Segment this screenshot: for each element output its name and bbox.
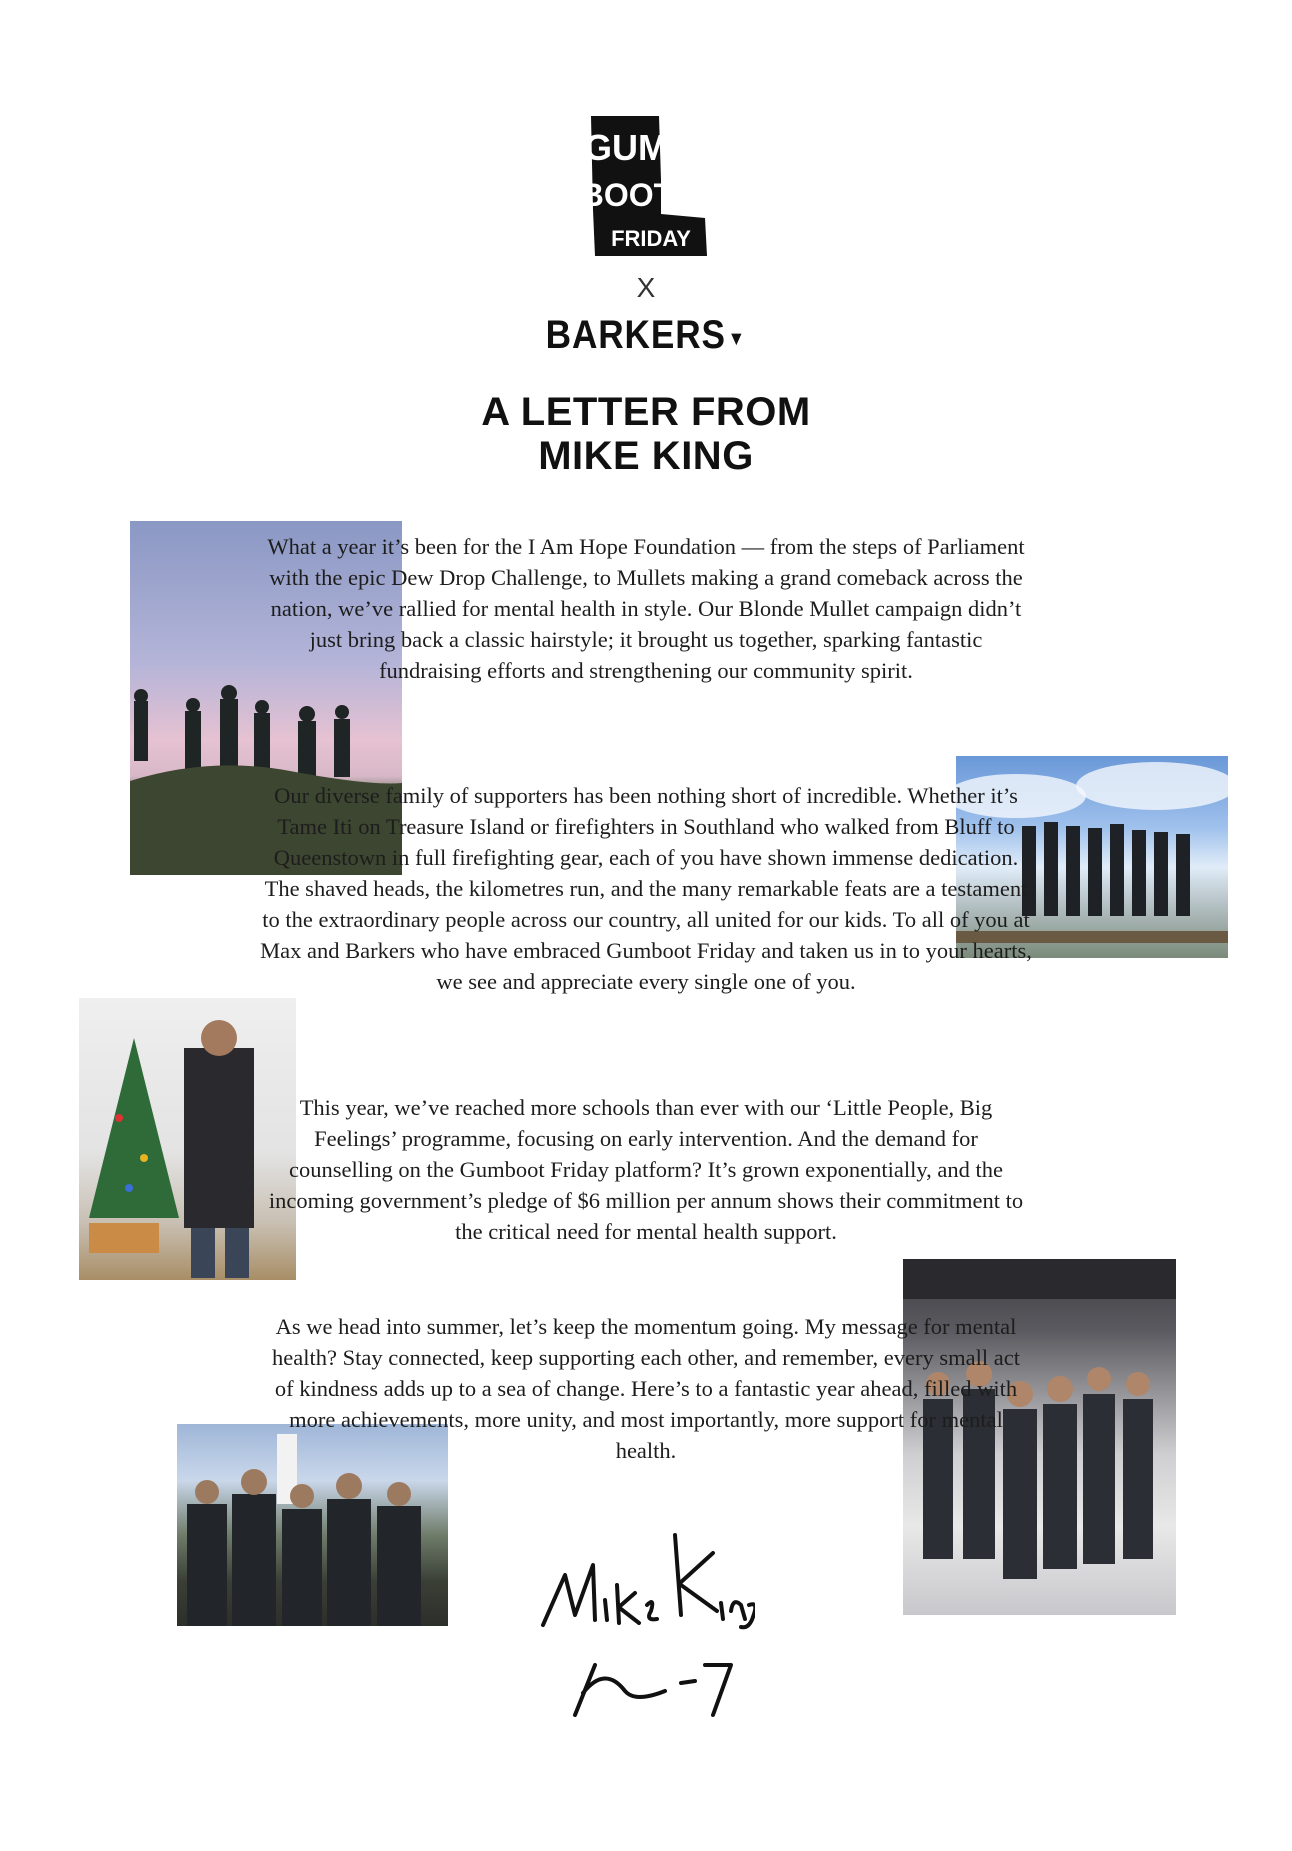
- title-line-2: MIKE KING: [538, 434, 754, 478]
- gumboot-friday-logo: [581, 110, 711, 260]
- barkers-logo: [546, 313, 746, 357]
- barkers-logo-mark: ▼: [727, 328, 747, 350]
- barkers-logo-text: BARKERS: [545, 313, 727, 357]
- page-title: [0, 390, 1292, 478]
- letter-paragraph-4: As we head into summer, let’s keep the momentum going. My message for mental health? Stay connected, keep supporting each other, and remember, every small act of kindness adds up to a sea of change. Here’s to a fantastic year ahead, filled with more achievements, more unity, and most importantly, more support for mental health.: [272, 1314, 1020, 1463]
- logo-text-boot: BOOT: [581, 177, 674, 213]
- logo-text-gum: GUM: [584, 127, 668, 168]
- logo-text-friday: FRIDAY: [611, 226, 691, 251]
- letter-paragraph-2: Our diverse family of supporters has been nothing short of incredible. Whether it’s Tame Iti on Treasure Island or firefighters in Southland who walked from Bluff to Queenstown in full firefighting gear, each of you have shown immense dedication. The shaved heads, the kilometres run, and the many remarkable feats are a testament to the extraordinary people across our country, all united for our kids. To all of you at Max and Barkers who have embraced Gumboot Friday and taken us in to your hearts, we see and appreciate every single one of you.: [260, 783, 1032, 994]
- letter-paragraph-3: This year, we’ve reached more schools than ever with our ‘Little People, Big Feelings’ programme, focusing on early intervention. And the demand for counselling on the Gumboot Friday platform? It’s grown exponentially, and the incoming government’s pledge of $6 million per annum shows their commitment to the critical need for mental health support.: [268, 1095, 1024, 1244]
- title-line-1: A LETTER FROM: [481, 390, 811, 434]
- header-logos: [0, 110, 1292, 357]
- collab-separator: X: [636, 272, 656, 303]
- letter-paragraph-1: What a year it’s been for the I Am Hope Foundation — from the steps of Parliament with the epic Dew Drop Challenge, to Mullets making a grand comeback across the nation, we’ve rallied for mental health in style. Our Blonde Mullet campaign didn’t just bring back a classic hairstyle; it brought us together, sparking fantastic fundraising efforts and strengthening our community spirit.: [267, 534, 1025, 683]
- signature: [535, 1515, 755, 1735]
